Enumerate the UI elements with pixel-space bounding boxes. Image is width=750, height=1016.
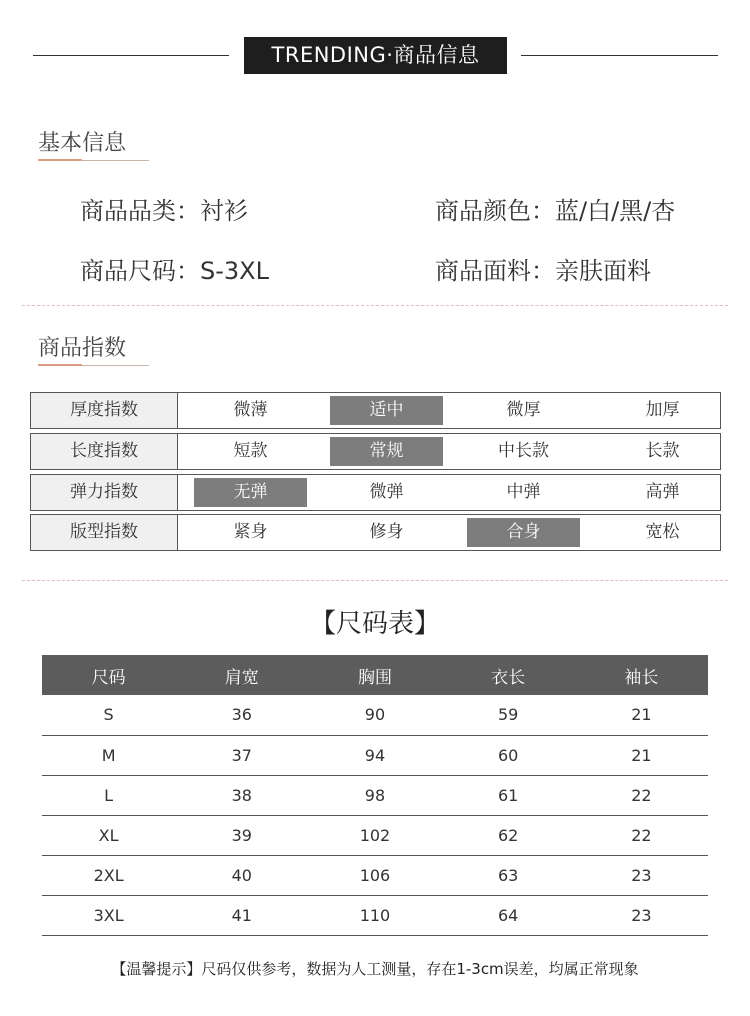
table-cell: 61 bbox=[442, 775, 575, 815]
table-cell: 64 bbox=[442, 895, 575, 935]
info-size: 商品尺码：S-3XL bbox=[80, 257, 269, 285]
table-cell: 23 bbox=[575, 855, 708, 895]
index-options bbox=[178, 515, 720, 550]
column-header: 尺码 bbox=[42, 655, 175, 695]
table-cell: 110 bbox=[308, 895, 441, 935]
index-row-elasticity bbox=[30, 474, 721, 511]
table-cell: 60 bbox=[442, 735, 575, 775]
index-option: 中弹 bbox=[506, 482, 541, 502]
table-row bbox=[42, 855, 708, 895]
index-option: 宽松 bbox=[645, 522, 680, 542]
table-cell: 94 bbox=[308, 735, 441, 775]
basic-info-title: 基本信息 bbox=[38, 131, 127, 156]
basic-info-section bbox=[38, 126, 126, 157]
index-option: 加厚 bbox=[645, 400, 680, 420]
page-header bbox=[0, 37, 750, 75]
size-table bbox=[42, 655, 708, 936]
table-cell: 106 bbox=[308, 855, 441, 895]
index-option: 短款 bbox=[233, 441, 268, 461]
table-cell: L bbox=[42, 775, 175, 815]
table-cell: 36 bbox=[175, 695, 308, 735]
index-row-label: 版型指数 bbox=[31, 515, 178, 550]
index-options bbox=[178, 434, 720, 469]
table-row bbox=[42, 775, 708, 815]
table-cell: 59 bbox=[442, 695, 575, 735]
table-cell: 62 bbox=[442, 815, 575, 855]
index-row-thickness bbox=[30, 392, 721, 429]
table-row bbox=[42, 895, 708, 935]
table-row bbox=[42, 735, 708, 775]
table-cell: 102 bbox=[308, 815, 441, 855]
size-note: 【温馨提示】尺码仅供参考，数据为人工测量，存在1-3cm误差，均属正常现象 bbox=[111, 960, 639, 978]
basic-info-underline-accent bbox=[38, 159, 82, 161]
table-cell: 2XL bbox=[42, 855, 175, 895]
table-cell: 41 bbox=[175, 895, 308, 935]
table-cell: 22 bbox=[575, 775, 708, 815]
table-cell: 3XL bbox=[42, 895, 175, 935]
table-cell: 98 bbox=[308, 775, 441, 815]
table-cell: 37 bbox=[175, 735, 308, 775]
divider bbox=[22, 580, 728, 581]
index-option: 微薄 bbox=[233, 400, 268, 420]
header-rule-right bbox=[521, 55, 718, 56]
table-cell: S bbox=[42, 695, 175, 735]
size-table-header-row bbox=[42, 655, 708, 695]
index-option: 无弹 bbox=[194, 478, 307, 507]
table-cell: 39 bbox=[175, 815, 308, 855]
index-option: 适中 bbox=[330, 396, 443, 425]
index-option: 紧身 bbox=[233, 522, 268, 542]
index-row-label: 厚度指数 bbox=[31, 393, 178, 428]
table-row bbox=[42, 815, 708, 855]
column-header: 袖长 bbox=[575, 655, 708, 695]
index-section bbox=[38, 331, 126, 362]
index-options bbox=[178, 475, 720, 510]
table-cell: 38 bbox=[175, 775, 308, 815]
header-rule-left bbox=[33, 55, 229, 56]
info-color: 商品颜色：蓝/白/黑/杏 bbox=[435, 197, 676, 225]
index-underline-accent bbox=[38, 364, 82, 366]
table-cell: 21 bbox=[575, 735, 708, 775]
info-category: 商品品类：衬衫 bbox=[80, 197, 248, 225]
table-cell: XL bbox=[42, 815, 175, 855]
column-header: 胸围 bbox=[308, 655, 441, 695]
index-options bbox=[178, 393, 720, 428]
index-option: 长款 bbox=[645, 441, 680, 461]
table-cell: 22 bbox=[575, 815, 708, 855]
table-cell: 90 bbox=[308, 695, 441, 735]
index-row-label: 长度指数 bbox=[31, 434, 178, 469]
table-cell: 23 bbox=[575, 895, 708, 935]
index-option: 高弹 bbox=[645, 482, 680, 502]
size-table-title: 【尺码表】 bbox=[309, 609, 440, 639]
index-option: 中长款 bbox=[498, 441, 549, 461]
index-row-length bbox=[30, 433, 721, 470]
index-option: 修身 bbox=[369, 522, 404, 542]
table-cell: 63 bbox=[442, 855, 575, 895]
divider bbox=[22, 305, 728, 306]
index-row-label: 弹力指数 bbox=[31, 475, 178, 510]
index-option: 合身 bbox=[467, 518, 580, 547]
column-header: 肩宽 bbox=[175, 655, 308, 695]
index-option: 微弹 bbox=[369, 482, 404, 502]
header-title: TRENDING·商品信息 bbox=[244, 37, 507, 74]
table-row bbox=[42, 695, 708, 735]
index-option: 微厚 bbox=[506, 400, 541, 420]
table-cell: M bbox=[42, 735, 175, 775]
index-title: 商品指数 bbox=[38, 336, 127, 361]
column-header: 衣长 bbox=[442, 655, 575, 695]
info-fabric: 商品面料：亲肤面料 bbox=[435, 257, 651, 285]
index-row-fit bbox=[30, 514, 721, 551]
table-cell: 40 bbox=[175, 855, 308, 895]
index-option: 常规 bbox=[330, 437, 443, 466]
table-cell: 21 bbox=[575, 695, 708, 735]
